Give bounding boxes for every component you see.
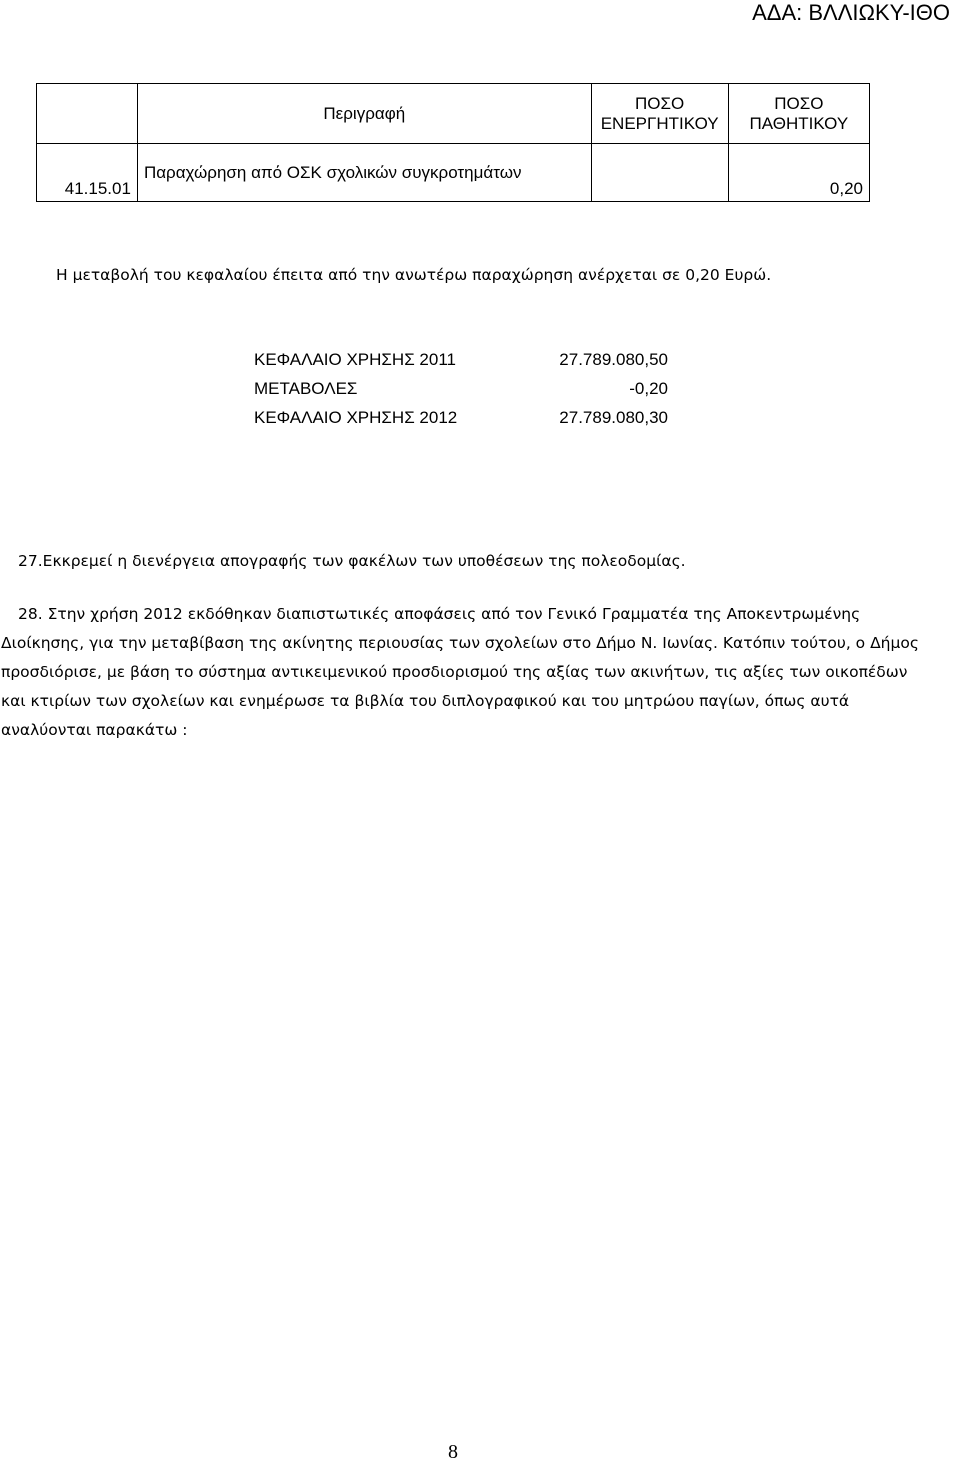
capital-label: ΜΕΤΑΒΟΛΕΣ (254, 379, 358, 398)
capital-change-paragraph (18, 261, 858, 289)
row-credit: 0,20 (728, 144, 869, 202)
accounting-table (36, 83, 870, 202)
capital-value: -0,20 (629, 379, 668, 398)
table-row (37, 144, 870, 202)
capital-row (254, 374, 674, 403)
header-credit: ΠΟΣΟ ΠΑΘΗΤΙΚΟΥ (728, 84, 869, 144)
capital-value: 27.789.080,30 (559, 408, 668, 427)
item-27-paragraph: 27.Εκκρεμεί η διενέργεια απογραφής των φακέλων των υποθέσεων της πολεοδομίας. (18, 552, 686, 570)
header-debit: ΠΟΣΟ ΕΝΕΡΓΗΤΙΚΟΥ (591, 84, 728, 144)
row-description: Παραχώρηση από ΟΣΚ σχολικών συγκροτημάτων (137, 144, 591, 202)
capital-label: ΚΕΦΑΛΑΙΟ ΧΡΗΣΗΣ 2012 (254, 408, 458, 427)
item-28-text: Στην χρήση 2012 εκδόθηκαν διαπιστωτικές αποφάσεις από τον Γενικό Γραμματέα της Αποκεντρωμένης Διοίκησης, για την μεταβίβαση της ακίνητης περιουσίας των σχολείων στο Δήμο Ν. Ιωνίας. Κατόπιν τούτου, ο Δήμος προσδιόρισε, με βάση το σύστημα αντικειμενικού προσδιορισμού της αξίας των ακινήτων, τις αξίες των οικοπέδων και κτιρίων των σχολείων και ενημέρωσε τα βιβλία του διπλογραφικού και του μητρώου παγίων, όπως αυτά αναλύονται παρακάτω : (1, 605, 919, 739)
row-debit (591, 144, 728, 202)
header-code-cell (37, 84, 138, 144)
table-header-row (37, 84, 870, 144)
item-28-number: 28. (18, 605, 43, 623)
header-description: Περιγραφή (137, 84, 591, 144)
capital-value: 27.789.080,50 (559, 350, 668, 369)
item-28-paragraph (1, 600, 921, 745)
ada-header: ΑΔΑ: ΒΛΛΙΩΚΥ-ΙΘΟ (752, 0, 950, 25)
capital-row (254, 403, 674, 432)
page-number: 8 (448, 1441, 458, 1463)
capital-label: ΚΕΦΑΛΑΙΟ ΧΡΗΣΗΣ 2011 (254, 350, 456, 369)
capital-row (254, 345, 674, 374)
capital-summary (254, 345, 674, 432)
capital-change-text: Η μεταβολή του κεφαλαίου έπειτα από την ανωτέρω παραχώρηση ανέρχεται σε 0,20 Ευρώ. (56, 266, 772, 284)
row-code: 41.15.01 (37, 144, 138, 202)
